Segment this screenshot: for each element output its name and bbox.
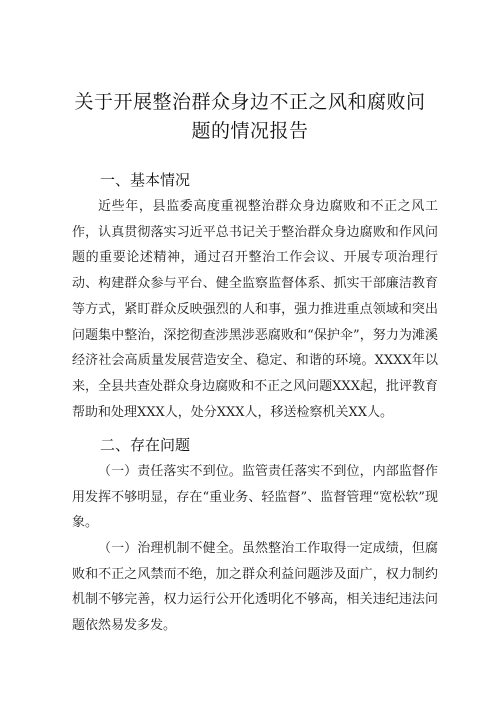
paragraph-basic-situation: 近些年，县监委高度重视整治群众身边腐败和不正之风工作，认真贯彻落实习近平总书记关于整治群众身边腐败和作风问题的重要论述精神，通过召开整治工作会议、开展专项治理行动、构建群众参与平台、健全监察监督体系、抓实干部廉洁教育等方式，紧盯群众反映强烈的人和事，强力推进重点领域和突出问题集中整治，深挖彻查涉黑涉恶腐败和“保护伞”，努力为滩溪经济社会高质量发展营造安全、稳定、和谐的环境。XXXX年以来，全县共查处群众身边腐败和不正之风问题XXX起，批评教育帮助和处理XXX人，处分XXX人，移送检察机关XX人。: [72, 199, 438, 420]
document-title: [60, 88, 440, 146]
title-line-2: 题的情况报告: [191, 120, 309, 142]
title-line-1: 关于开展整治群众身边不正之风和腐败问: [74, 91, 426, 113]
section-heading-basic-situation: 一、基本情况: [100, 171, 191, 189]
paragraph-responsibility: （一）责任落实不到位。监管责任落实不到位，内部监督作用发挥不够明显，存在“重业务、轻监督”、监督管理“宽松软”现象。: [72, 464, 438, 531]
paragraph-governance-mechanism: （一）治理机制不健全。虽然整治工作取得一定成绩，但腐败和不正之风禁而不绝，加之群众利益问题涉及面广，权力制约机制不够完善，权力运行公开化透明化不够高，相关违纪违法问题依然易发多发。: [72, 541, 438, 634]
section-heading-existing-problems: 二、存在问题: [100, 436, 191, 454]
